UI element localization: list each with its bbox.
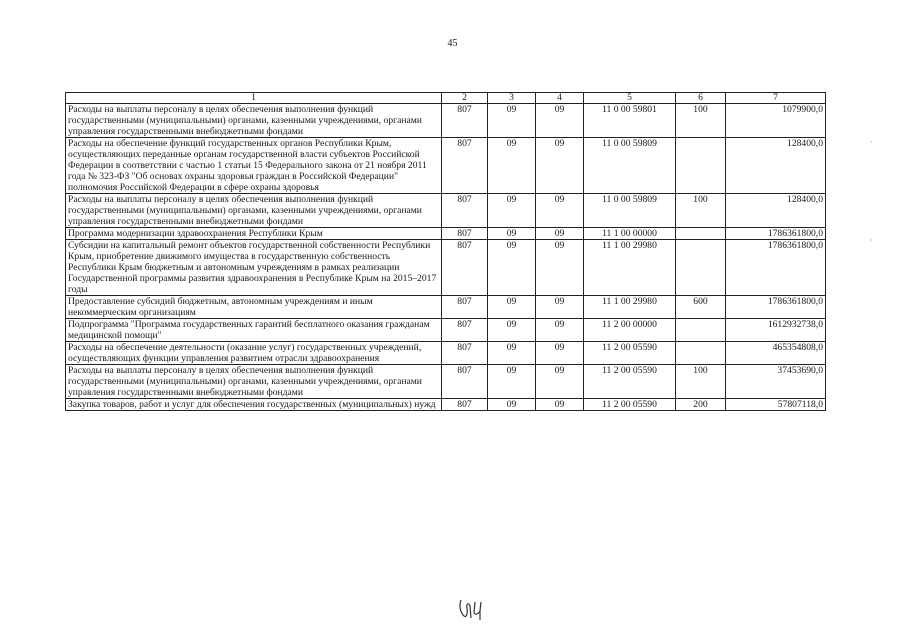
target-article-code: 11 0 00 59809: [584, 194, 676, 228]
target-article-code: 11 1 00 29980: [584, 240, 676, 296]
expense-type-code: [676, 228, 726, 240]
section-code: 09: [488, 240, 536, 296]
target-article-code: 11 2 00 05590: [584, 365, 676, 399]
expense-name: Расходы на выплаты персоналу в целях обеспечения выполнения функций государственными (муниципальными) органами, казенными учреждениями, органами управления государственными внебюджетными фондами: [66, 194, 442, 228]
table-row: [66, 296, 826, 319]
expense-name: Расходы на обеспечение деятельности (оказание услуг) государственных учреждений, осуществляющих функции управления развитием отрасли здравоохранения: [66, 342, 442, 365]
expense-type-code: [676, 240, 726, 296]
amount: 1079900,0: [726, 104, 826, 138]
target-article-code: 11 0 00 59801: [584, 104, 676, 138]
amount: 1612932738,0: [726, 319, 826, 342]
section-code: 09: [488, 319, 536, 342]
department-code: 807: [442, 296, 488, 319]
margin-mark: ·: [870, 138, 873, 147]
margin-mark: ·: [870, 236, 873, 245]
expense-type-code: [676, 138, 726, 194]
table-row: [66, 365, 826, 399]
subsection-code: 09: [536, 296, 584, 319]
expense-name: Субсидии на капитальный ремонт объектов государственной собственности Республики Крым, приобретение движимого имущества в государственную собственность Республики Крым бюджетным и автономным учреждениям в рамках реализации Государственной программы развития здравоохранения в Республике Крым на 2015–2017 годы: [66, 240, 442, 296]
column-header: 7: [726, 93, 826, 104]
section-code: 09: [488, 365, 536, 399]
department-code: 807: [442, 399, 488, 411]
department-code: 807: [442, 138, 488, 194]
department-code: 807: [442, 228, 488, 240]
column-header: 5: [584, 93, 676, 104]
department-code: 807: [442, 319, 488, 342]
subsection-code: 09: [536, 399, 584, 411]
table-row: [66, 228, 826, 240]
table-row: [66, 104, 826, 138]
section-code: 09: [488, 228, 536, 240]
expense-type-code: [676, 342, 726, 365]
subsection-code: 09: [536, 194, 584, 228]
amount: 128400,0: [726, 138, 826, 194]
expense-name: Программа модернизации здравоохранения Республики Крым: [66, 228, 442, 240]
handwritten-initials: [455, 596, 495, 622]
expense-name: Расходы на выплаты персоналу в целях обеспечения выполнения функций государственными (муниципальными) органами, казенными учреждениями, органами управления государственными внебюджетными фондами: [66, 104, 442, 138]
header-row: [66, 93, 826, 104]
amount: 37453690,0: [726, 365, 826, 399]
amount: 1786361800,0: [726, 228, 826, 240]
column-header: 6: [676, 93, 726, 104]
subsection-code: 09: [536, 319, 584, 342]
section-code: 09: [488, 342, 536, 365]
department-code: 807: [442, 104, 488, 138]
target-article-code: 11 2 00 00000: [584, 319, 676, 342]
subsection-code: 09: [536, 240, 584, 296]
section-code: 09: [488, 104, 536, 138]
expense-type-code: 600: [676, 296, 726, 319]
table-row: [66, 194, 826, 228]
expense-type-code: 100: [676, 104, 726, 138]
expense-name: Предоставление субсидий бюджетным, автономным учреждениям и иным некоммерческим организациям: [66, 296, 442, 319]
expense-name: Подпрограмма "Программа государственных гарантий бесплатного оказания гражданам медицинской помощи": [66, 319, 442, 342]
target-article-code: 11 0 00 59809: [584, 138, 676, 194]
table-row: [66, 342, 826, 365]
column-header: 3: [488, 93, 536, 104]
table-row: [66, 399, 826, 411]
budget-table: [65, 92, 826, 411]
department-code: 807: [442, 342, 488, 365]
subsection-code: 09: [536, 138, 584, 194]
expense-type-code: [676, 319, 726, 342]
subsection-code: 09: [536, 228, 584, 240]
target-article-code: 11 2 00 05590: [584, 399, 676, 411]
amount: 128400,0: [726, 194, 826, 228]
target-article-code: 11 1 00 00000: [584, 228, 676, 240]
expense-name: Расходы на выплаты персоналу в целях обеспечения выполнения функций государственными (муниципальными) органами, казенными учреждениями, органами управления государственными внебюджетными фондами: [66, 365, 442, 399]
amount: 57807118,0: [726, 399, 826, 411]
target-article-code: 11 1 00 29980: [584, 296, 676, 319]
department-code: 807: [442, 240, 488, 296]
section-code: 09: [488, 194, 536, 228]
expense-type-code: 200: [676, 399, 726, 411]
table-row: [66, 240, 826, 296]
amount: 1786361800,0: [726, 240, 826, 296]
subsection-code: 09: [536, 365, 584, 399]
section-code: 09: [488, 296, 536, 319]
department-code: 807: [442, 365, 488, 399]
amount: 465354808,0: [726, 342, 826, 365]
target-article-code: 11 2 00 05590: [584, 342, 676, 365]
table-row: [66, 138, 826, 194]
expense-type-code: 100: [676, 194, 726, 228]
column-header: 4: [536, 93, 584, 104]
subsection-code: 09: [536, 104, 584, 138]
section-code: 09: [488, 399, 536, 411]
column-header: 2: [442, 93, 488, 104]
column-header: 1: [66, 93, 442, 104]
expense-name: Расходы на обеспечение функций государственных органов Республики Крым, осуществляющих переданные органам государственной власти субъектов Российской Федерации в соответствии с частью 1 статьи 15 Федерального закона от 21 ноября 2011 года № 323-ФЗ "Об основах охраны здоровья граждан в Российской Федерации" полномочия Российской Федерации в сфере охраны здоровья: [66, 138, 442, 194]
expense-name: Закупка товаров, работ и услуг для обеспечения государственных (муниципальных) нужд: [66, 399, 442, 411]
expense-type-code: 100: [676, 365, 726, 399]
amount: 1786361800,0: [726, 296, 826, 319]
table-row: [66, 319, 826, 342]
page-number: 45: [447, 38, 458, 49]
section-code: 09: [488, 138, 536, 194]
subsection-code: 09: [536, 342, 584, 365]
department-code: 807: [442, 194, 488, 228]
